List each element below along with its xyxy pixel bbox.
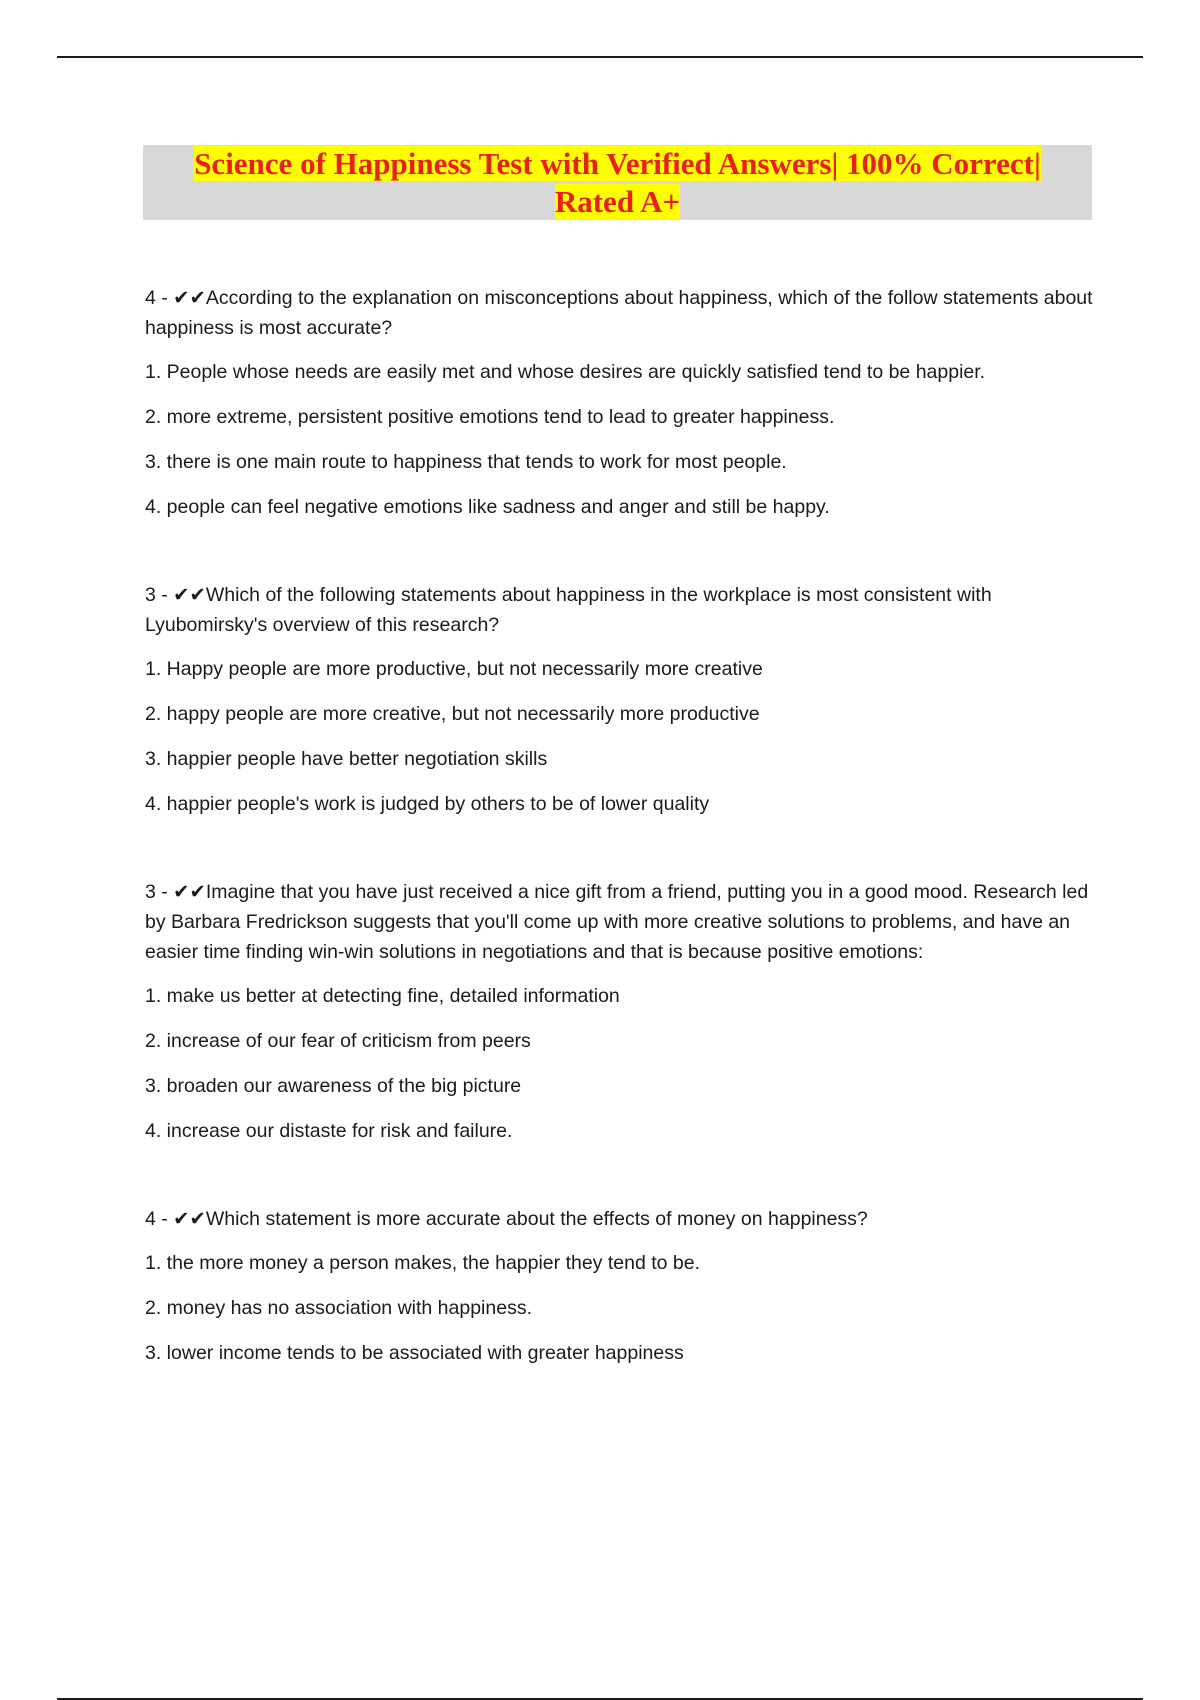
question-prompt: 3 - ✔✔Imagine that you have just received a nice gift from a friend, putting you in a good mood. Research led by Barbara Fredrickson suggests that you'll come up with more creative solutions to problems, and have an easier time finding win-win solutions in negotiations and that is because positive emotions: bbox=[145, 881, 1089, 963]
title-highlight: Science of Happiness Test with Verified Answers| 100% Correct| Rated A+ bbox=[194, 145, 1041, 219]
answer-option: 4. happier people's work is judged by others to be of lower quality bbox=[145, 793, 710, 815]
question-list bbox=[145, 283, 1095, 1426]
answer-option: 4. people can feel negative emotions like sadness and anger and still be happy. bbox=[145, 496, 830, 518]
question-4 bbox=[145, 1204, 1095, 1368]
title-banner bbox=[143, 145, 1092, 220]
answer-option: 2. increase of our fear of criticism from peers bbox=[145, 1030, 531, 1052]
question-prompt: 3 - ✔✔Which of the following statements about happiness in the workplace is most consistent with Lyubomirsky's overview of this research? bbox=[145, 584, 992, 636]
answer-option: 2. more extreme, persistent positive emotions tend to lead to greater happiness. bbox=[145, 406, 835, 428]
answer-option: 1. People whose needs are easily met and whose desires are quickly satisfied tend to be happier. bbox=[145, 361, 986, 383]
answer-option: 3. there is one main route to happiness that tends to work for most people. bbox=[145, 451, 787, 473]
question-prompt: 4 - ✔✔Which statement is more accurate about the effects of money on happiness? bbox=[145, 1208, 868, 1230]
answer-option: 1. make us better at detecting fine, detailed information bbox=[145, 985, 620, 1007]
answer-option: 2. money has no association with happiness. bbox=[145, 1297, 532, 1319]
answer-option: 4. increase our distaste for risk and failure. bbox=[145, 1120, 513, 1142]
answer-option: 3. lower income tends to be associated with greater happiness bbox=[145, 1342, 684, 1364]
question-1 bbox=[145, 283, 1095, 522]
answer-option: 1. Happy people are more productive, but not necessarily more creative bbox=[145, 658, 763, 680]
top-rule bbox=[57, 56, 1143, 58]
answer-option: 3. broaden our awareness of the big picture bbox=[145, 1075, 522, 1097]
answer-option: 1. the more money a person makes, the happier they tend to be. bbox=[145, 1252, 700, 1274]
question-2 bbox=[145, 580, 1095, 819]
document-title bbox=[168, 145, 1068, 221]
answer-option: 3. happier people have better negotiation skills bbox=[145, 748, 548, 770]
question-prompt: 4 - ✔✔According to the explanation on misconceptions about happiness, which of the follow statements about happiness is most accurate? bbox=[145, 287, 1093, 339]
answer-option: 2. happy people are more creative, but not necessarily more productive bbox=[145, 703, 760, 725]
question-3 bbox=[145, 877, 1095, 1146]
